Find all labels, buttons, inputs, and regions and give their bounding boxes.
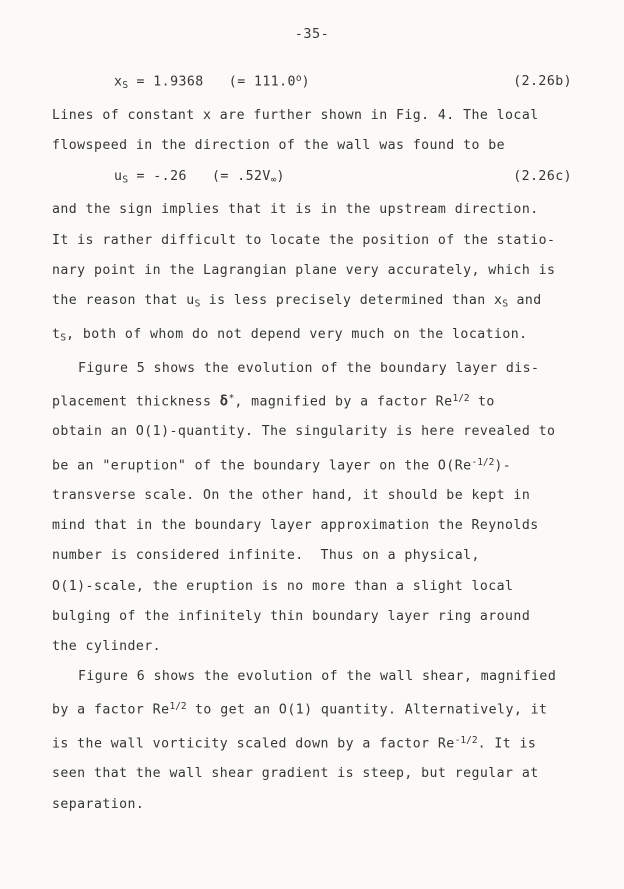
exponent-one-half: 1/2 bbox=[169, 701, 187, 713]
equation-variable-u: u bbox=[114, 168, 123, 184]
equation-subscript: S bbox=[122, 79, 129, 91]
page-number: -35- bbox=[294, 26, 330, 42]
subscript-s: S bbox=[194, 298, 201, 310]
paragraph-2-line-2: It is rather difficult to locate the position of the statio- bbox=[52, 232, 556, 248]
paragraph-4-line-4: seen that the wall shear gradient is steep, but regular at bbox=[52, 766, 539, 782]
paragraph-2-line-3: nary point in the Lagrangian plane very accurately, which is bbox=[52, 262, 556, 278]
document-body bbox=[52, 64, 572, 820]
text-fragment: Figure 5 shows the evolution of the boundary layer dis- bbox=[78, 360, 540, 376]
paragraph-3-line-8: O(1)-scale, the eruption is no more than a slight local bbox=[52, 578, 514, 594]
subscript-s: S bbox=[502, 298, 509, 310]
exponent-neg-one-half: -1/2 bbox=[471, 456, 495, 468]
equation-value: = -.26 (= .52V bbox=[128, 168, 271, 184]
equation-variable-x: x bbox=[114, 74, 123, 90]
asterisk-superscript: * bbox=[228, 392, 235, 404]
text-fragment: and bbox=[508, 293, 542, 308]
exponent-one-half: 1/2 bbox=[452, 392, 470, 404]
equation-2-26b-tag: (2.26b) bbox=[513, 74, 572, 90]
equation-2-26c bbox=[52, 162, 572, 196]
paragraph-2-line-4 bbox=[52, 286, 572, 320]
equation-2-26c-tag: (2.26c) bbox=[513, 168, 572, 184]
equation-value: = 1.9368 (= 111.0 bbox=[128, 74, 296, 90]
text-fragment: placement thickness bbox=[52, 394, 220, 410]
paragraph-3-line-2 bbox=[52, 384, 572, 417]
equation-2-26b bbox=[52, 64, 572, 101]
paragraph-4-line-5: separation. bbox=[52, 796, 145, 812]
equation-close-paren: ) bbox=[301, 74, 311, 90]
delta-symbol: δ bbox=[219, 393, 229, 410]
degree-symbol: o bbox=[295, 73, 302, 84]
text-fragment: Figure 6 shows the evolution of the wall shear, magnified bbox=[78, 669, 557, 685]
equation-2-26b-body bbox=[114, 64, 310, 101]
text-fragment: to bbox=[469, 394, 495, 410]
equation-close-paren: ) bbox=[276, 168, 285, 184]
paragraph-4-line-3 bbox=[52, 726, 572, 759]
equation-subscript: S bbox=[122, 174, 129, 186]
paragraph-3-line-4 bbox=[52, 448, 572, 481]
text-fragment: is the wall vorticity scaled down by a factor Re bbox=[52, 736, 455, 752]
paragraph-4-line-2 bbox=[52, 692, 572, 725]
paragraph-3-line-5: transverse scale. On the other hand, it should be kept in bbox=[52, 488, 531, 504]
text-fragment: , both of whom do not depend very much on the location. bbox=[66, 326, 528, 342]
text-fragment: t bbox=[52, 326, 61, 342]
paragraph-3-line-10: the cylinder. bbox=[52, 639, 162, 655]
text-fragment: . It is bbox=[477, 736, 537, 752]
exponent-neg-one-half: -1/2 bbox=[454, 734, 478, 746]
paragraph-3-line-7: number is considered infinite. Thus on a physical, bbox=[52, 548, 480, 564]
paragraph-2-line-1: and the sign implies that it is in the upstream direction. bbox=[52, 202, 539, 218]
text-fragment: is less precisely determined than x bbox=[200, 293, 503, 308]
text-fragment: the reason that u bbox=[52, 293, 195, 308]
text-fragment: by a factor Re bbox=[52, 702, 170, 718]
text-fragment: )- bbox=[494, 457, 512, 473]
paragraph-3-line-3: obtain an O(1)-quantity. The singularity is here revealed to bbox=[52, 424, 556, 440]
text-fragment: , magnified by a factor Re bbox=[234, 394, 453, 410]
equation-2-26c-body bbox=[114, 162, 285, 196]
paragraph-4-line-1 bbox=[52, 662, 572, 692]
paragraph-2-line-5 bbox=[52, 320, 572, 354]
paragraph-3-line-1 bbox=[52, 354, 572, 384]
text-fragment: to get an O(1) quantity. Alternatively, it bbox=[186, 702, 548, 718]
paragraph-1-line-2: flowspeed in the direction of the wall was found to be bbox=[52, 138, 506, 154]
subscript-s: S bbox=[60, 332, 67, 344]
text-fragment: be an "eruption" of the boundary layer on the O(Re bbox=[52, 457, 472, 473]
infinity-subscript: ∞ bbox=[270, 174, 277, 186]
paragraph-3-line-9: bulging of the infinitely thin boundary layer ring around bbox=[52, 608, 531, 624]
paragraph-3-line-6: mind that in the boundary layer approximation the Reynolds bbox=[52, 518, 539, 534]
paragraph-1-line-1: Lines of constant x are further shown in Fig. 4. The local bbox=[52, 108, 539, 124]
